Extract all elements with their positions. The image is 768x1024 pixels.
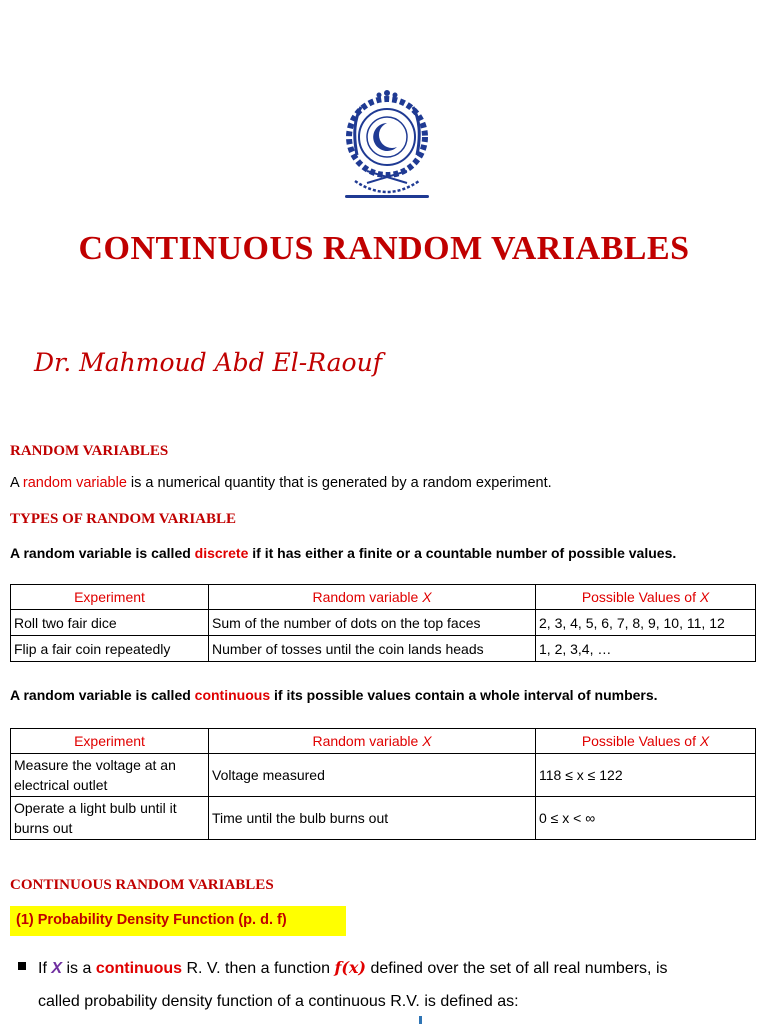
- header-values-symbol: X: [699, 733, 710, 749]
- cell-random-variable: Voltage measured: [209, 754, 536, 797]
- continuous-post: if its possible values contain a whole interval of numbers.: [270, 687, 658, 703]
- header-rv-text: Random variable: [312, 589, 423, 605]
- bullet-line-2: called probability density function of a continuous R.V. is defined as:: [38, 993, 519, 1010]
- cell-possible-values: 2, 3, 4, 5, 6, 7, 8, 9, 10, 11, 12: [536, 610, 756, 636]
- header-rv-symbol: X: [422, 589, 432, 605]
- symbol-fx: f(x): [334, 958, 366, 977]
- continuous-pre: A random variable is called: [10, 687, 195, 703]
- cell-random-variable: Sum of the number of dots on the top faces: [209, 610, 536, 636]
- cell-random-variable: Time until the bulb burns out: [209, 797, 536, 840]
- cell-random-variable: Number of tosses until the coin lands heads: [209, 636, 536, 662]
- bullet-p4: defined over the set of all real numbers, is: [366, 960, 668, 977]
- term-continuous-rv: continuous: [95, 960, 183, 977]
- term-random-variable: random variable: [22, 475, 127, 491]
- symbol-x: X: [51, 960, 63, 977]
- term-discrete: discrete: [194, 545, 249, 561]
- table-row: [11, 636, 756, 662]
- header-rv-text: Random variable: [312, 733, 423, 749]
- bullet-p2: is a: [62, 960, 96, 977]
- header-values-text: Possible Values of: [581, 733, 700, 749]
- bullet-line-1: [38, 958, 754, 978]
- table-row: [11, 797, 756, 840]
- discrete-table: [10, 584, 756, 662]
- cell-experiment: Measure the voltage at an electrical outlet: [11, 754, 209, 797]
- formula-fragment: [419, 1016, 422, 1024]
- header-random-variable: [209, 585, 536, 610]
- discrete-pre: A random variable is called: [10, 545, 195, 561]
- header-experiment: Experiment: [11, 585, 209, 610]
- cell-experiment: Operate a light bulb until it burns out: [11, 797, 209, 840]
- heading-types-of-random-variable: TYPES OF RANDOM VARIABLE: [10, 511, 237, 527]
- table-header-row: [11, 585, 756, 610]
- header-rv-symbol: X: [422, 733, 432, 749]
- definition-pre: A: [10, 475, 23, 491]
- cell-possible-values: 1, 2, 3,4, …: [536, 636, 756, 662]
- square-bullet-icon: [18, 962, 26, 970]
- header-random-variable: [209, 729, 536, 754]
- definition-post: is a numerical quantity that is generated by a random experiment.: [126, 475, 552, 491]
- cell-possible-values: 0 ≤ x < ∞: [536, 797, 756, 840]
- bullet-p1: If: [38, 960, 52, 977]
- table-header-row: [11, 729, 756, 754]
- continuous-sentence: [10, 687, 658, 703]
- random-variable-definition: [10, 475, 552, 491]
- discrete-sentence: [10, 545, 676, 561]
- continuous-table: [10, 728, 756, 840]
- cell-experiment: Roll two fair dice: [11, 610, 209, 636]
- heading-random-variables: RANDOM VARIABLES: [10, 443, 169, 459]
- pdf-label: (1) Probability Density Function (p. d. f): [16, 912, 287, 928]
- header-possible-values: [536, 729, 756, 754]
- cell-possible-values: 118 ≤ x ≤ 122: [536, 754, 756, 797]
- header-possible-values: [536, 585, 756, 610]
- header-values-symbol: X: [699, 589, 710, 605]
- bullet-p3: R. V. then a function: [182, 960, 335, 977]
- heading-continuous-random-variables: CONTINUOUS RANDOM VARIABLES: [10, 877, 274, 893]
- header-experiment: Experiment: [11, 729, 209, 754]
- page-title: CONTINUOUS RANDOM VARIABLES: [78, 230, 690, 267]
- table-row: [11, 610, 756, 636]
- author-name: Dr. Mahmoud Abd El-Raouf: [34, 348, 382, 377]
- discrete-post: if it has either a finite or a countable number of possible values.: [248, 545, 677, 561]
- table-row: [11, 754, 756, 797]
- cell-experiment: Flip a fair coin repeatedly: [11, 636, 209, 662]
- academy-seal-logo-icon: [331, 85, 443, 215]
- pdf-highlight-box: [10, 906, 346, 936]
- header-values-text: Possible Values of: [581, 589, 700, 605]
- term-continuous: continuous: [194, 687, 271, 703]
